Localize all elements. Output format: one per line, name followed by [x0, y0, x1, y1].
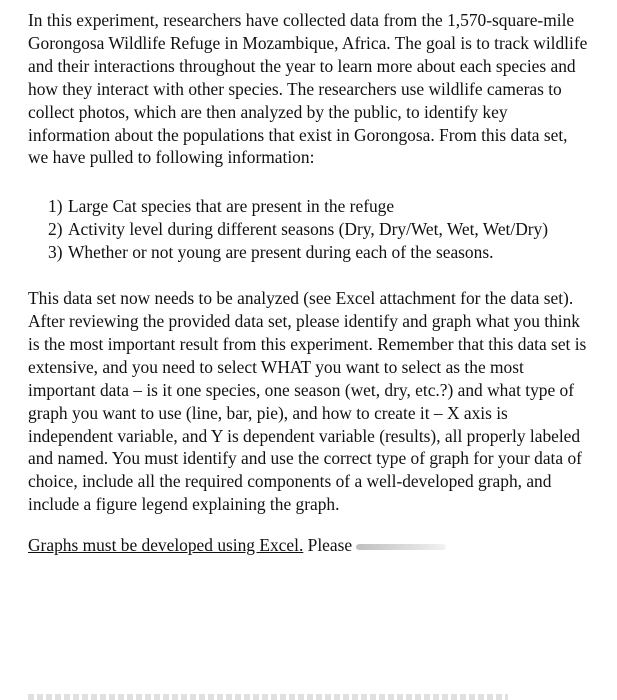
instructions-paragraph: This data set now needs to be analyzed (see Excel attachment for the data set). After reviewing the provided data set, please identify and graph what you think is the most important result from this experiment. Remember that this data set is extensive, and you need to select WHAT you want to select as the most important data – is it one species, one season (wet, dry, etc.?) and what type of graph you want to use (line, bar, pie), and how to create it – X axis is independent variable, and Y is dependent variable (results), all properly labeled and named. You must identify and use the correct type of graph for your data of choice, include all the required components of a well-developed graph, and include a figure legend explaining the graph.: [28, 288, 587, 515]
list-item-text: Large Cat species that are present in the refuge: [68, 196, 395, 217]
intro-paragraph: In this experiment, researchers have collected data from the 1,570-square-mile Gorongosa Wildlife Refuge in Mozambique, Africa. The goal is to track wildlife and their interactions throughout the year to learn more about each species and how they interact with other species. The researchers use wildlife cameras to collect photos, which are then analyzed by the public, to identify key information about the populations that exist in Gorongosa. From this data set, we have pulled to following information:: [28, 10, 588, 168]
spacer: [28, 169, 588, 195]
list-number: 1): [48, 196, 63, 217]
list-number: 3): [48, 242, 63, 263]
cropped-text-fragment: [356, 544, 446, 550]
spacer: [28, 264, 588, 287]
cropped-next-line: [28, 694, 508, 700]
document-body: [28, 9, 588, 557]
list-item: [28, 218, 588, 241]
list-item-text: Whether or not young are present during each of the seasons.: [68, 242, 494, 263]
spacer: [28, 516, 588, 534]
info-list: [28, 195, 588, 264]
list-item: [28, 195, 588, 218]
list-number: 2): [48, 219, 63, 240]
final-line-rest: Please: [303, 535, 353, 556]
excel-requirement: Graphs must be developed using Excel.: [28, 535, 304, 556]
list-item: [28, 241, 588, 264]
final-line: [28, 534, 588, 557]
list-item-text: Activity level during different seasons (Dry, Dry/Wet, Wet, Wet/Dry): [68, 219, 549, 240]
